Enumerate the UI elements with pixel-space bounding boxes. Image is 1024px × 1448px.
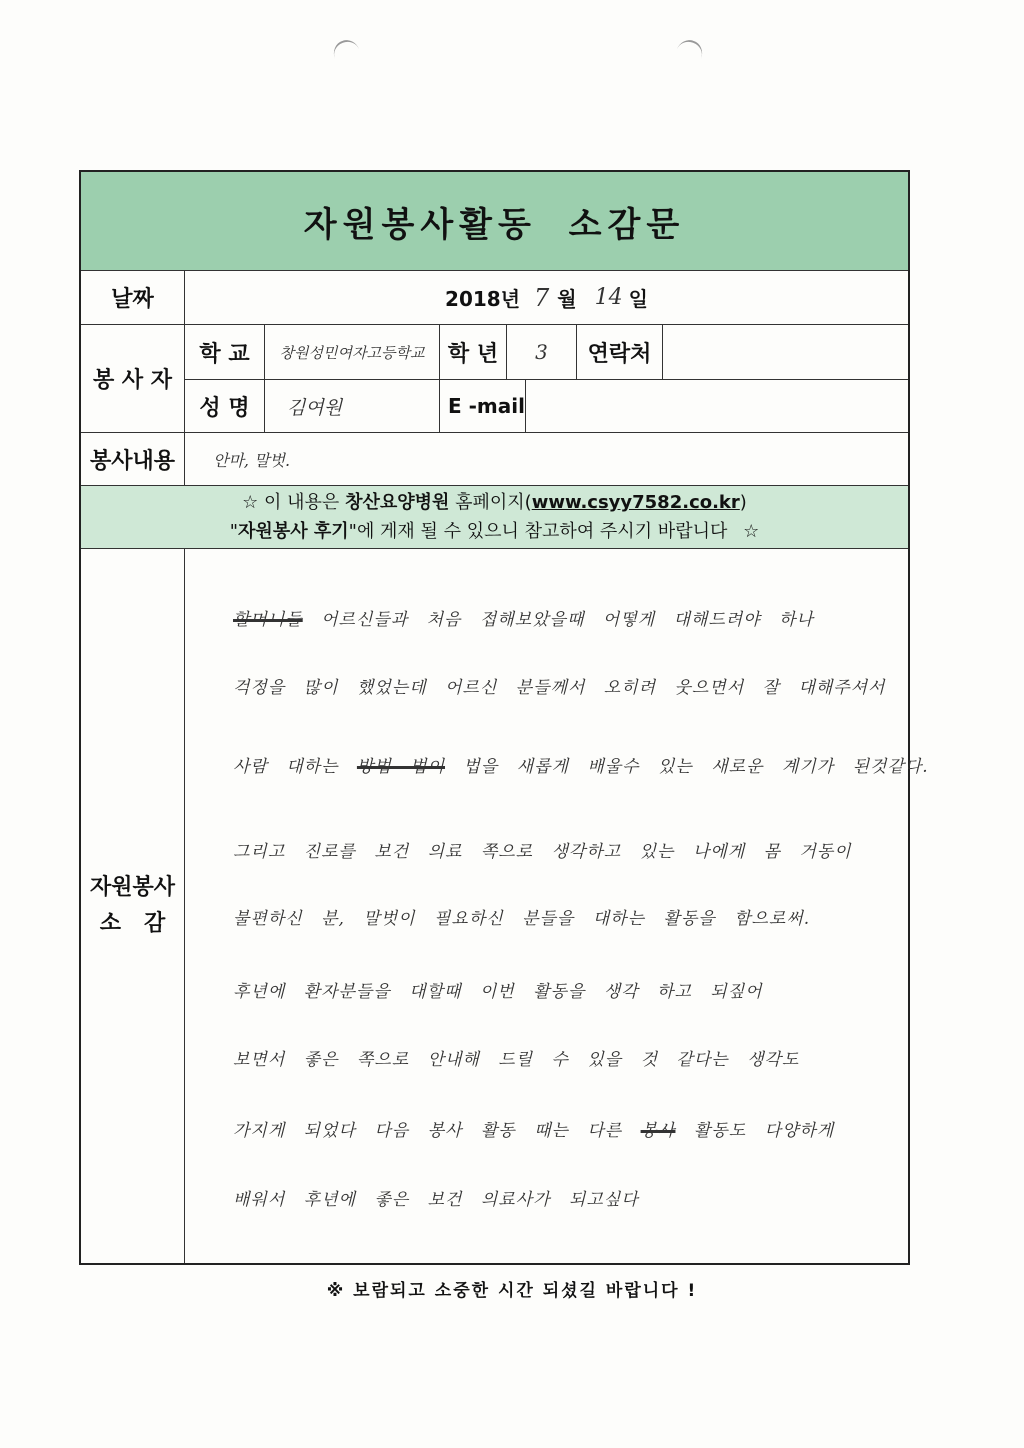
contact-label: 연락처	[577, 325, 663, 380]
name-label: 성 명	[185, 380, 265, 433]
grade-value: 3	[507, 325, 577, 380]
notice-line-1: ☆ 이 내용은 창산요양병원 홈페이지(www.csyy7582.co.kr)	[242, 492, 747, 513]
school-value: 창원성민여자고등학교	[265, 325, 440, 380]
page-title: 자원봉사활동 소감문	[303, 204, 686, 245]
star-icon: ☆	[242, 492, 259, 513]
essay-line: 후년에 환자분들을 대할때 이번 활동을 생각 하고 되짚어	[233, 982, 763, 1002]
footer-message: ※ 보람되고 소중한 시간 되셨길 바랍니다 !	[326, 1281, 698, 1301]
notice-line-2: "자원봉사 후기"에 게재 될 수 있으니 참고하여 주시기 바랍니다 ☆	[229, 521, 760, 542]
school-label: 학 교	[185, 325, 265, 380]
volunteer-label: 봉 사 자	[81, 325, 185, 433]
content-value: 안마, 말벗.	[185, 433, 908, 486]
homepage-link[interactable]: www.csyy7582.co.kr	[531, 492, 740, 513]
punch-hole-mark	[672, 36, 706, 71]
email-value	[526, 380, 908, 433]
essay-line: 가지게 되었다 다음 봉사 활동 때는 다른 봉사 활동도 다양하게	[233, 1121, 835, 1141]
essay-line: 사람 대하는 방법 법이 법을 새롭게 배울수 있는 새로운 계기가 된것같다.	[233, 757, 929, 777]
essay-line: 걱정을 많이 했었는데 어르신 분들께서 오히려 웃으면서 잘 대해주셔서	[233, 678, 886, 698]
star-icon: ☆	[743, 521, 760, 542]
impression-essay	[185, 549, 929, 1263]
date-label: 날짜	[81, 271, 185, 325]
email-label: E -mail	[440, 380, 526, 433]
review-board-name: 자원봉사 후기	[238, 521, 349, 542]
punch-hole-mark	[330, 36, 364, 71]
content-label: 봉사내용	[81, 433, 185, 486]
date-year: 2018년	[445, 287, 521, 311]
essay-line: 배워서 후년에 좋은 보건 의료사가 되고싶다	[233, 1190, 639, 1210]
essay-line: 그리고 진로를 보건 의료 쪽으로 생각하고 있는 나에게 몸 거동이	[233, 842, 852, 862]
date-day-value: 14	[594, 285, 623, 310]
date-value	[185, 271, 908, 325]
impression-label: 자원봉사 소 감	[81, 549, 185, 1263]
grade-label: 학 년	[440, 325, 507, 380]
essay-line: 불편하신 분, 말벗이 필요하신 분들을 대하는 활동을 함으로써.	[233, 909, 811, 929]
volunteer-report-form	[79, 170, 929, 1265]
essay-line: 보면서 좋은 쪽으로 안내해 드릴 수 있을 것 같다는 생각도	[233, 1050, 800, 1070]
contact-value	[663, 325, 908, 380]
essay-line: 할머니들 어르신들과 처음 접해보았을때 어떻게 대해드려야 하나	[233, 610, 814, 630]
date-month-unit: 월	[557, 287, 577, 311]
date-month-value: 7	[534, 283, 550, 312]
date-day-unit: 일	[628, 287, 648, 311]
title-band	[81, 172, 908, 271]
notice-band	[81, 486, 908, 549]
name-value: 김여원	[265, 380, 440, 433]
hospital-name: 창산요양병원	[345, 492, 450, 513]
